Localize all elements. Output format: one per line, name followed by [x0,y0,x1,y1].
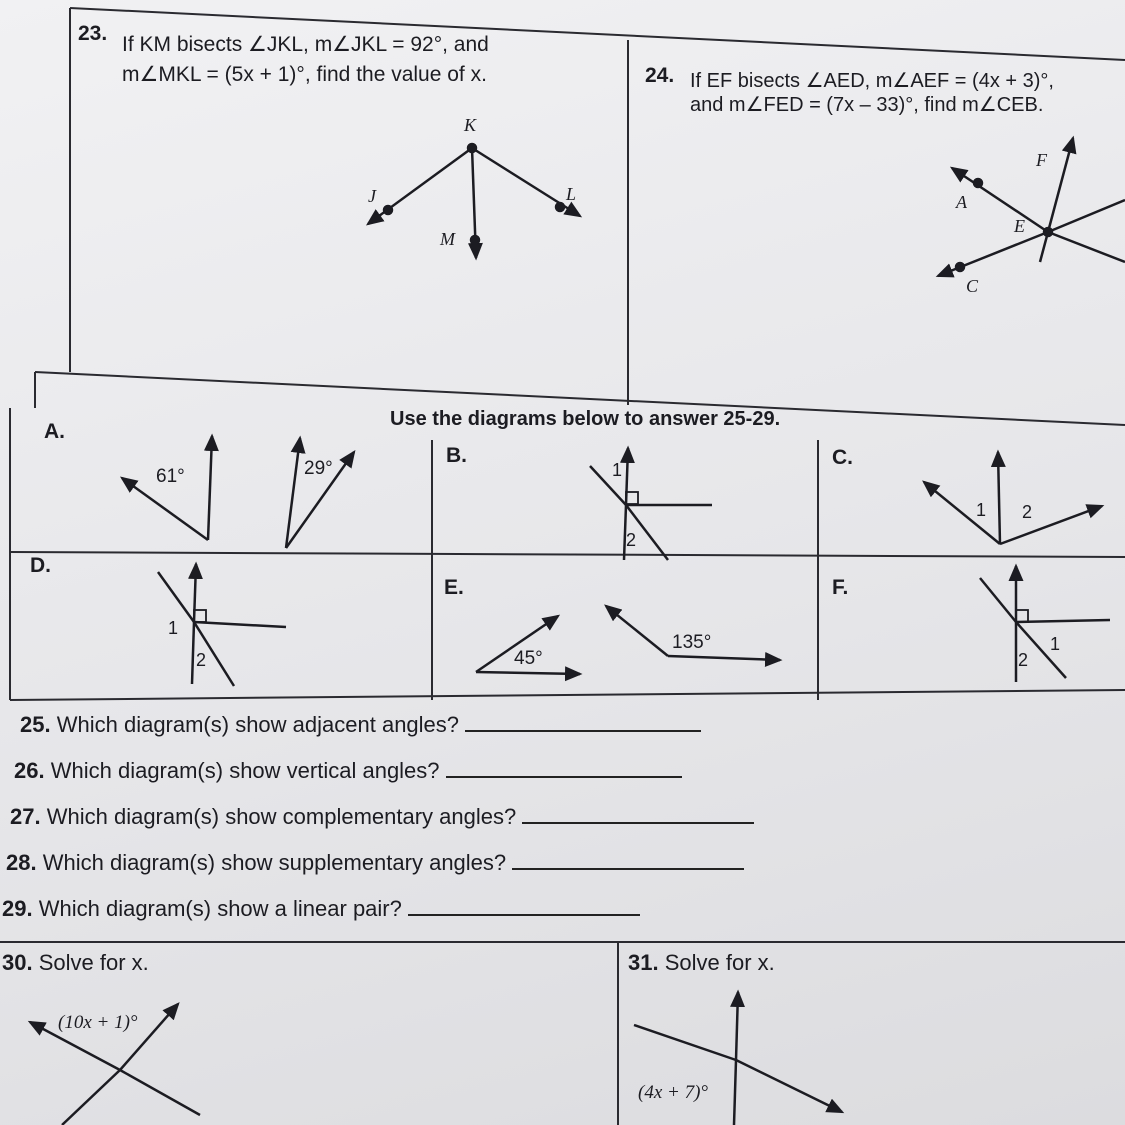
label-J: J [368,186,376,206]
diagram-f-label: F. [832,576,849,599]
question-text: Which diagram(s) show supplementary angles? [42,850,507,875]
problem-23-line2: m∠MKL = (5x + 1)°, find the value of x. [122,63,487,86]
diagram-a-label: A. [44,420,65,443]
diagram-c-angle1: 1 [976,500,987,520]
question-text: Which diagram(s) show adjacent angles? [56,712,460,737]
diagrams-header: Use the diagrams below to answer 25-29. [390,408,781,430]
problem-23-number: 23. [78,22,108,45]
question-number: 26. [14,758,45,783]
diagram-d-angle2: 2 [196,650,207,670]
diagram-a-angle2: 29° [304,458,333,479]
diagram-f-angle2: 2 [1018,650,1029,670]
label-M: M [440,229,455,249]
question-number: 27. [10,804,41,829]
problem-24-line2: and m∠FED = (7x – 33)°, find m∠CEB. [690,94,1044,116]
diagram-d-label: D. [30,554,51,577]
problem-24-line1: If EF bisects ∠AED, m∠AEF = (4x + 3)°, [690,70,1054,92]
label-A: A [956,192,967,212]
question-number: 25. [20,712,51,737]
diagram-d-angle1: 1 [168,618,179,638]
problem-30-text: Solve for x. [38,950,149,975]
diagram-f-angle1: 1 [1050,634,1061,654]
problem-23-line1: If KM bisects ∠JKL, m∠JKL = 92°, and [122,33,489,56]
question-text: Which diagram(s) show vertical angles? [50,758,440,783]
question-text: Which diagram(s) show a linear pair? [38,896,402,921]
problem-24-number: 24. [645,64,675,87]
label-E: E [1014,216,1025,236]
problem-31-text: Solve for x. [664,950,775,975]
question-number: 29. [2,896,33,921]
diagram-e-angle2: 135° [672,632,712,653]
diagram-e-label: E. [444,576,464,599]
diagram-e-angle1: 45° [514,648,543,669]
label-K: K [464,115,477,135]
diagram-b-label: B. [446,444,467,467]
diagram-a-angle1: 61° [156,466,185,487]
question-number: 28. [6,850,37,875]
problem-30-number: 30. [2,950,33,975]
label-C: C [966,276,979,296]
diagram-b-angle2: 2 [626,530,637,550]
diagram-c-angle2: 2 [1022,502,1033,522]
problem-30-expression: (10x + 1)° [58,1012,138,1033]
label-F: F [1036,150,1047,170]
label-L: L [566,184,577,204]
problem-31-expression: (4x + 7)° [638,1082,709,1103]
diagram-b-angle1: 1 [612,460,623,480]
problem-31-number: 31. [628,950,659,975]
question-text: Which diagram(s) show complementary angles? [46,804,517,829]
diagram-c-label: C. [832,446,853,469]
